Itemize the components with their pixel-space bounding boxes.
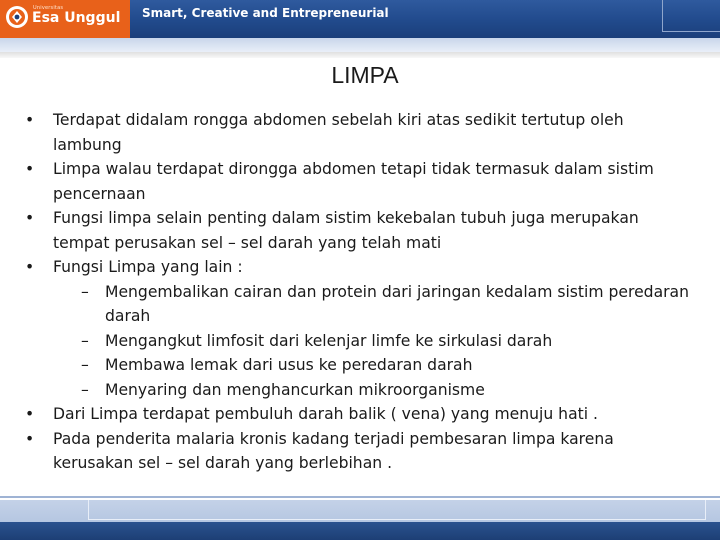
footer-decoration [88,500,706,520]
bullet-icon: • [25,258,35,276]
slide-title: LIMPA [331,62,399,88]
sub-bullet-text: darah [105,307,151,325]
dash-icon: – [81,356,89,374]
bullet-item [20,206,710,255]
bullet-item [20,402,710,427]
sub-bullet-item [20,378,710,403]
tagline: Smart, Creative and Entrepreneurial [142,6,389,20]
sub-bullet-item [20,329,710,354]
footer-divider [0,496,720,498]
logo-emblem-icon [5,5,29,29]
bullet-text: lambung [53,135,122,154]
header-bar [0,0,720,38]
bullet-text: tempat perusakan sel – sel darah yang telah mati [53,233,442,252]
footer-bar [0,522,720,540]
bullet-item [20,427,710,476]
bullet-icon: • [25,429,35,448]
bullet-item [20,255,710,280]
sub-bullet-item [20,280,710,329]
sub-bullet-text: Menyaring dan menghancurkan mikroorganisme [105,380,485,399]
bullet-text: Pada penderita malaria kronis kadang terjadi pembesaran limpa karena [53,429,614,448]
sub-bullet-text: Membawa lemak dari usus ke peredaran darah [105,356,473,374]
dash-icon: – [81,282,89,301]
header-band [0,38,720,52]
slide-content [20,108,710,476]
header-shadow [0,52,720,58]
bullet-item [20,157,710,206]
bullet-text: Dari Limpa terdapat pembuluh darah balik ( vena) yang menuju hati . [53,405,598,423]
logo-subtitle: Universitas [33,5,64,11]
bullet-text: Fungsi Limpa yang lain : [53,258,243,276]
logo-name: Esa Unggul [32,10,121,26]
bullet-icon: • [25,209,35,227]
university-logo [0,0,130,38]
dash-icon: – [81,380,89,399]
bullet-text: Terdapat didalam rongga abdomen sebelah kiri atas sedikit tertutup oleh [53,111,624,129]
sub-bullet-text: Mengangkut limfosit dari kelenjar limfe ke sirkulasi darah [105,331,553,350]
bullet-text: Fungsi limpa selain penting dalam sistim kekebalan tubuh juga merupakan [53,209,639,227]
bullet-icon: • [25,405,35,423]
bullet-item [20,108,710,157]
sub-bullet-item [20,353,710,378]
bullet-text: kerusakan sel – sel darah yang berlebihan . [53,454,393,472]
bullet-icon: • [25,160,35,178]
bullet-text: Limpa walau terdapat dirongga abdomen tetapi tidak termasuk dalam sistim [53,160,654,178]
bullet-icon: • [25,111,35,129]
sub-bullet-text: Mengembalikan cairan dan protein dari jaringan kedalam sistim peredaran [105,282,689,301]
dash-icon: – [81,331,89,350]
bullet-text: pencernaan [53,184,146,203]
header-decoration [662,0,720,32]
